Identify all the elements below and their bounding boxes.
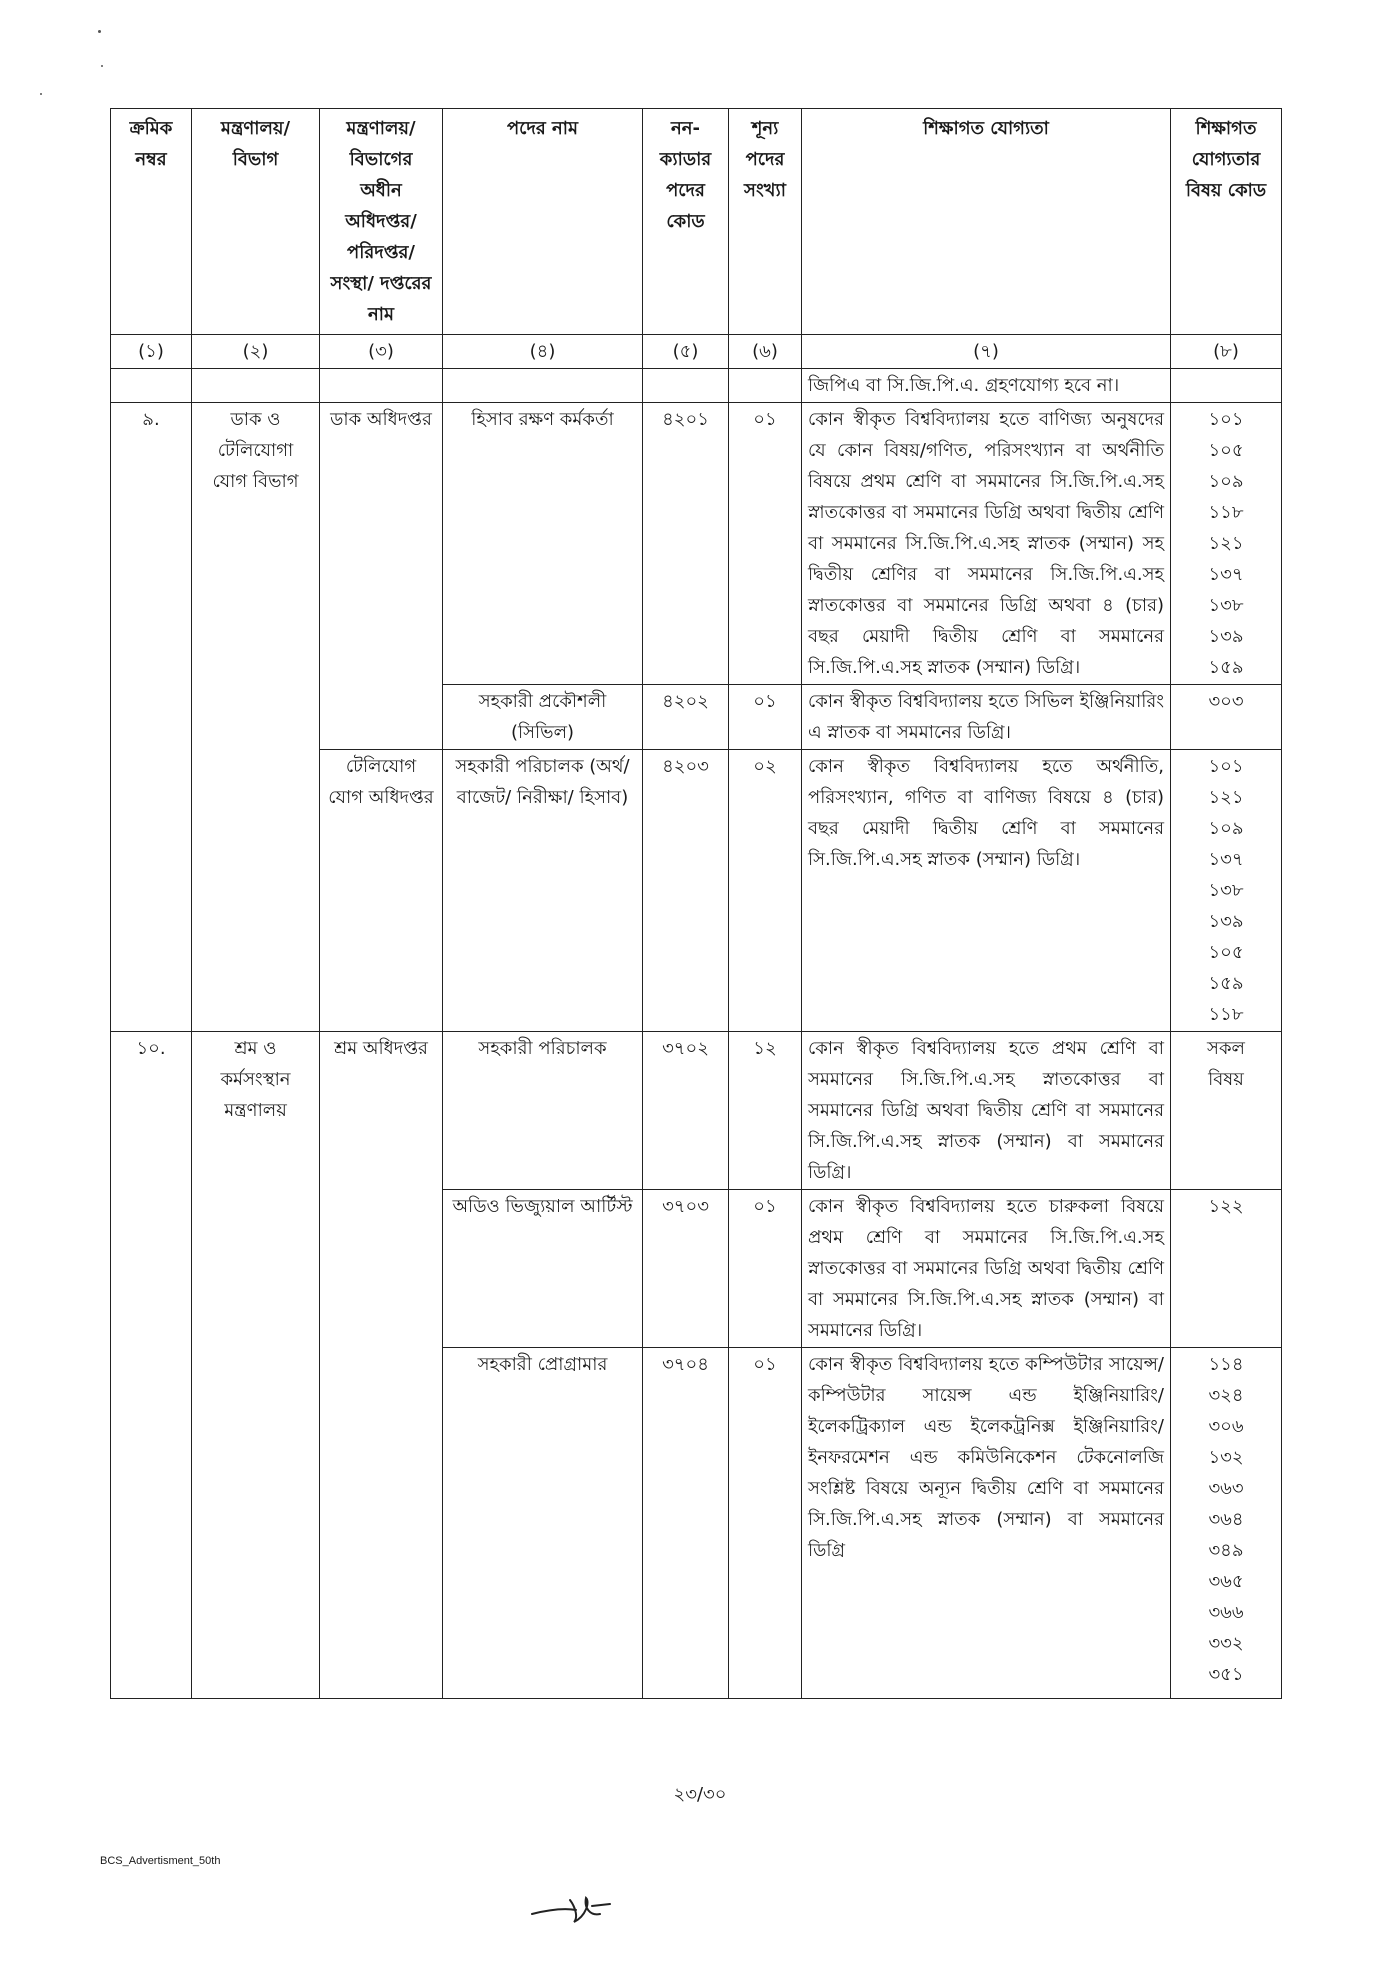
subject-code: ১১৮: [1208, 1004, 1244, 1025]
subject-codes: [1171, 685, 1282, 750]
vacancy-count: ০১: [729, 1348, 802, 1699]
subject-code: ১২২: [1208, 1196, 1244, 1217]
post-code: ৪২০১: [643, 403, 729, 685]
subject-code: ৩৬৩: [1208, 1478, 1244, 1499]
subject-code: সকল বিষয়: [1207, 1038, 1245, 1090]
column-number: (৬): [729, 335, 802, 369]
continuation-row: [111, 369, 1282, 403]
column-number-row: [111, 335, 1282, 369]
post-name: সহকারী পরিচালক: [443, 1032, 643, 1190]
subject-code: ৩৬৬: [1208, 1602, 1244, 1623]
post-code: ৪২০২: [643, 685, 729, 750]
subject-code: ৩৪৯: [1208, 1540, 1244, 1561]
header-ministry: মন্ত্রণালয়/ বিভাগ: [192, 109, 320, 335]
subject-code: ১৩৯: [1208, 911, 1244, 932]
vacancy-count: ০১: [729, 685, 802, 750]
column-number: (৮): [1171, 335, 1282, 369]
serial-number: ১০.: [111, 1032, 192, 1699]
qualification-text: কোন স্বীকৃত বিশ্ববিদ্যালয় হতে কম্পিউটার সায়েন্স/ কম্পিউটার সায়েন্স এন্ড ইঞ্জিনিয়ারিং/ ইলেকট্রিক্যাল এন্ড ইলেকট্রনিক্স ইঞ্জিনিয়ারিং/ ইনফরমেশন এন্ড কমিউনিকেশন টেকনোলজি সংশ্লিষ্ট বিষয়ে অন্যূন দ্বিতীয় শ্রেণি বা সমমানের সি.জি.পি.এ.সহ স্নাতক (সম্মান) বা সমমানের ডিগ্রি: [802, 1348, 1171, 1699]
column-number: (৪): [443, 335, 643, 369]
column-number: (২): [192, 335, 320, 369]
table-row: [111, 403, 1282, 685]
document-name: BCS_Advertisment_50th: [100, 1855, 221, 1867]
subject-code: ১০১: [1208, 756, 1244, 777]
subject-code: ১৩২: [1208, 1447, 1244, 1468]
header-sl: ক্রমিক নম্বর: [111, 109, 192, 335]
subject-code: ১৩৯: [1208, 626, 1244, 647]
scan-speck: [40, 93, 42, 95]
subject-codes: [1171, 1348, 1282, 1699]
column-number: (১): [111, 335, 192, 369]
serial-number: ৯.: [111, 403, 192, 1032]
ministry-name: ডাক ও টেলিযোগা যোগ বিভাগ: [192, 403, 320, 1032]
column-number: (৩): [320, 335, 443, 369]
subject-code: ৩৬৫: [1208, 1571, 1244, 1592]
subject-code: ৩০৬: [1208, 1416, 1244, 1437]
subject-code: ১৩৮: [1208, 595, 1244, 616]
post-name: সহকারী প্রকৌশলী (সিভিল): [443, 685, 643, 750]
header-vacancy: শূন্য পদের সংখ্যা: [729, 109, 802, 335]
subject-code: ১৫৯: [1208, 657, 1244, 678]
subject-code: ১১৮: [1208, 502, 1244, 523]
vacancy-count: ০১: [729, 403, 802, 685]
subject-code: ১৫৯: [1208, 973, 1244, 994]
table-row: [111, 1032, 1282, 1190]
header-row: [111, 109, 1282, 335]
subject-code: ৩০৩: [1208, 691, 1244, 712]
directorate-name: শ্রম অধিদপ্তর: [320, 1032, 443, 1699]
subject-code: ৩৫১: [1208, 1664, 1244, 1685]
subject-code: ১১৪: [1208, 1354, 1244, 1375]
subject-code: ৩৬৪: [1208, 1509, 1244, 1530]
subject-code: ১৩৭: [1208, 564, 1244, 585]
directorate-name: ডাক অধিদপ্তর: [320, 403, 443, 750]
subject-code: ১২১: [1208, 533, 1244, 554]
qualification-text: কোন স্বীকৃত বিশ্ববিদ্যালয় হতে বাণিজ্য অনুষদের যে কোন বিষয়/গণিত, পরিসংখ্যান বা অর্থনীতি বিষয়ে প্রথম শ্রেণি বা সমমানের সি.জি.পি.এ.সহ স্নাতকোত্তর বা সমমানের ডিগ্রি অথবা দ্বিতীয় শ্রেণি বা সমমানের সি.জি.পি.এ.সহ স্নাতক (সম্মান) সহ দ্বিতীয় শ্রেণির বা সমমানের সি.জি.পি.এ.সহ স্নাতকোত্তর বা সমমানের ডিগ্রি অথবা ৪ (চার) বছর মেয়াদী দ্বিতীয় শ্রেণি বা সমমানের সি.জি.পি.এ.সহ স্নাতক (সম্মান) ডিগ্রি।: [802, 403, 1171, 685]
subject-codes: [1171, 750, 1282, 1032]
signature-mark: [530, 1888, 620, 1928]
post-code: ৩৭০২: [643, 1032, 729, 1190]
column-number: (৫): [643, 335, 729, 369]
header-directorate: মন্ত্রণালয়/ বিভাগের অধীন অধিদপ্তর/ পরিদপ্তর/ সংস্থা/ দপ্তরের নাম: [320, 109, 443, 335]
page-number: ২৩/৩০: [673, 1784, 727, 1805]
post-code: ৩৭০৩: [643, 1190, 729, 1348]
subject-code: ১২১: [1208, 787, 1244, 808]
vacancy-count: ১২: [729, 1032, 802, 1190]
header-subject-code: শিক্ষাগত যোগ্যতার বিষয় কোড: [1171, 109, 1282, 335]
qualification-text: কোন স্বীকৃত বিশ্ববিদ্যালয় হতে চারুকলা বিষয়ে প্রথম শ্রেণি বা সমমানের সি.জি.পি.এ.সহ স্নাতকোত্তর বা সমমানের ডিগ্রি অথবা দ্বিতীয় শ্রেণি বা সমমানের সি.জি.পি.এ.সহ স্নাতক (সম্মান) বা সমমানের ডিগ্রি।: [802, 1190, 1171, 1348]
scan-speck: [101, 65, 103, 67]
vacancy-count: ০২: [729, 750, 802, 1032]
header-qualification: শিক্ষাগত যোগ্যতা: [802, 109, 1171, 335]
subject-codes: [1171, 1032, 1282, 1190]
header-code: নন-ক্যাডার পদের কোড: [643, 109, 729, 335]
qualification-text: কোন স্বীকৃত বিশ্ববিদ্যালয় হতে সিভিল ইঞ্জিনিয়ারিং এ স্নাতক বা সমমানের ডিগ্রি।: [802, 685, 1171, 750]
post-name: সহকারী প্রোগ্রামার: [443, 1348, 643, 1699]
ministry-name: শ্রম ও কর্মসংস্থান মন্ত্রণালয়: [192, 1032, 320, 1699]
post-name: সহকারী পরিচালক (অর্থ/বাজেট/ নিরীক্ষা/ হিসাব): [443, 750, 643, 1032]
column-number: (৭): [802, 335, 1171, 369]
subject-code: ১০৫: [1208, 942, 1244, 963]
vacancy-count: ০১: [729, 1190, 802, 1348]
subject-code: ১০৫: [1208, 440, 1244, 461]
vacancy-table: [110, 108, 1282, 1699]
qualification-text: কোন স্বীকৃত বিশ্ববিদ্যালয় হতে অর্থনীতি, পরিসংখ্যান, গণিত বা বাণিজ্য বিষয়ে ৪ (চার) বছর মেয়াদী দ্বিতীয় শ্রেণি বা সমমানের সি.জি.পি.এ.সহ স্নাতক (সম্মান) ডিগ্রি।: [802, 750, 1171, 1032]
subject-codes: [1171, 1190, 1282, 1348]
subject-codes: [1171, 403, 1282, 685]
subject-code: ১৩৭: [1208, 849, 1244, 870]
scan-speck: [98, 30, 101, 33]
header-post: পদের নাম: [443, 109, 643, 335]
qualification-text: কোন স্বীকৃত বিশ্ববিদ্যালয় হতে প্রথম শ্রেণি বা সমমানের সি.জি.পি.এ.সহ স্নাতকোত্তর বা সমমানের ডিগ্রি অথবা দ্বিতীয় শ্রেণি বা সমমানের সি.জি.পি.এ.সহ স্নাতক (সম্মান) বা সমমানের ডিগ্রি।: [802, 1032, 1171, 1190]
subject-code: ১০৯: [1208, 818, 1244, 839]
continuation-text: জিপিএ বা সি.জি.পি.এ. গ্রহণযোগ্য হবে না।: [802, 369, 1171, 403]
subject-code: ১০১: [1208, 409, 1244, 430]
post-code: ৪২০৩: [643, 750, 729, 1032]
post-name: অডিও ভিজ্যুয়াল আর্টিস্ট: [443, 1190, 643, 1348]
subject-code: ৩২৪: [1208, 1385, 1244, 1406]
subject-code: ১০৯: [1208, 471, 1244, 492]
subject-code: ১৩৮: [1208, 880, 1244, 901]
post-name: হিসাব রক্ষণ কর্মকর্তা: [443, 403, 643, 685]
subject-code: ৩৩২: [1208, 1633, 1244, 1654]
directorate-name: টেলিযোগ যোগ অধিদপ্তর: [320, 750, 443, 1032]
post-code: ৩৭০৪: [643, 1348, 729, 1699]
